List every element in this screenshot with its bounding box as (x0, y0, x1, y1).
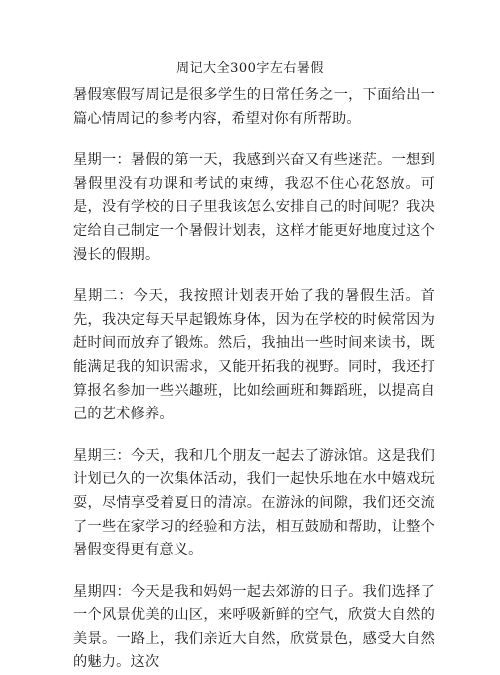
document-body (73, 84, 435, 675)
intro-paragraph: 暑假寒假写周记是很多学生的日常任务之一，下面给出一篇心情周记的参考内容，希望对你有所帮助。 (73, 87, 435, 127)
document-title: 周记大全300字左右暑假 (176, 61, 324, 76)
thursday-paragraph: 星期四：今天是我和妈妈一起去郊游的日子。我们选择了一个风景优美的山区，来呼吸新鲜的空气，欣赏大自然的美景。一路上，我们亲近大自然，欣赏景色，感受大自然的魅力。这次 (73, 583, 435, 671)
wednesday-paragraph: 星期三：今天，我和几个朋友一起去了游泳馆。这是我们计划已久的一次集体活动，我们一起快乐地在水中嬉戏玩耍，尽情享受着夏日的清凉。在游泳的间隙，我们还交流了一些在家学习的经验和方法，相互鼓励和帮助，让整个暑假变得更有意义。 (73, 447, 435, 559)
monday-paragraph: 星期一：暑假的第一天，我感到兴奋又有些迷茫。一想到暑假里没有功课和考试的束缚，我忍不住心花怒放。可是，没有学校的日子里我该怎么安排自己的时间呢？我决定给自己制定一个暑假计划表，这样才能更好地度过这个漫长的假期。 (73, 152, 435, 263)
tuesday-paragraph: 星期二：今天，我按照计划表开始了我的暑假生活。首先，我决定每天早起锻炼身体，因为在学校的时候常因为赶时间而放弃了锻炼。然后，我抽出一些时间来读书，既能满足我的知识需求，又能开拓我的视野。同时，我还打算报名参加一些兴趣班，比如绘画班和舞蹈班，以提高自己的艺术修养。 (73, 288, 435, 423)
